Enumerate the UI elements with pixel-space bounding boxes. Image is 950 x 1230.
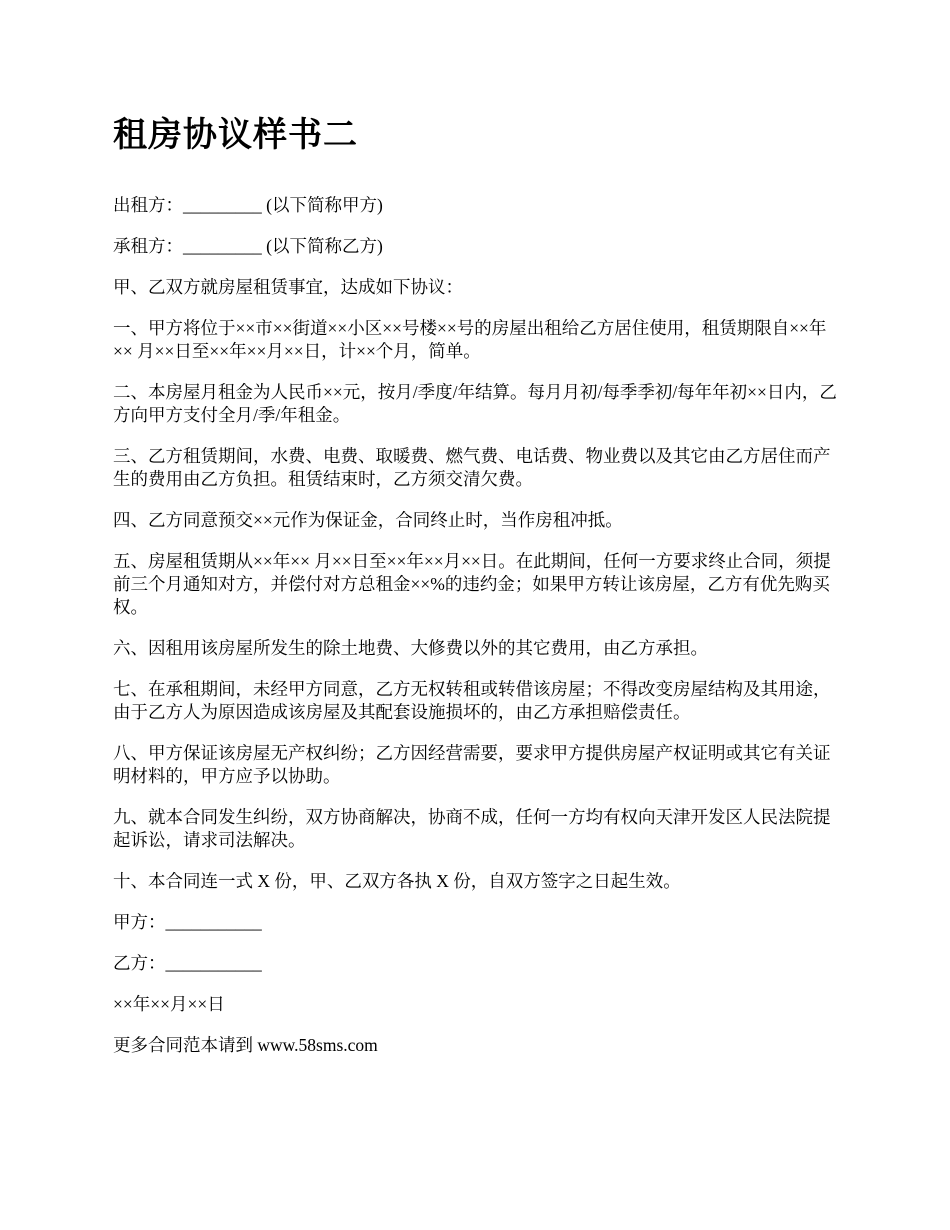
document-page [113,112,841,1075]
clause-7: 七、在承租期间，未经甲方同意，乙方无权转租或转借该房屋；不得改变房屋结构及其用途，由于乙方人为原因造成该房屋及其配套设施损坏的，由乙方承担赔偿责任。 [113,679,831,722]
lessor-line: 出租方：_________ (以下简称甲方) [113,195,383,215]
footer-note: 更多合同范本请到 www.58sms.com [113,1035,378,1055]
lessee-line: 承租方：_________ (以下简称乙方) [113,236,383,256]
clause-2: 二、本房屋月租金为人民币××元，按月/季度/年结算。每月月初/每季季初/每年年初××日内，乙方向甲方支付全月/季/年租金。 [113,382,837,425]
clause-4: 四、乙方同意预交××元作为保证金，合同终止时，当作房租冲抵。 [113,510,623,530]
clause-1: 一、甲方将位于××市××街道××小区××号楼××号的房屋出租给乙方居住使用，租赁期限自××年×× 月××日至××年××月××日，计××个月，简单。 [113,318,827,361]
clause-3: 三、乙方租赁期间，水费、电费、取暖费、燃气费、电话费、物业费以及其它由乙方居住而产生的费用由乙方负担。租赁结束时，乙方须交清欠费。 [113,446,831,489]
clause-8: 八、甲方保证该房屋无产权纠纷；乙方因经营需要，要求甲方提供房屋产权证明或其它有关证明材料的，甲方应予以协助。 [113,743,831,786]
clause-9: 九、就本合同发生纠纷，双方协商解决，协商不成，任何一方均有权向天津开发区人民法院提起诉讼，请求司法解决。 [113,807,831,850]
signing-date: ××年××月××日 [113,994,225,1014]
document-title: 租房协议样书二 [113,117,358,154]
intro-paragraph: 甲、乙双方就房屋租赁事宜，达成如下协议： [113,277,463,297]
clause-5: 五、房屋租赁期从××年×× 月××日至××年××月××日。在此期间，任何一方要求终止合同，须提前三个月通知对方，并偿付对方总租金××%的违约金；如果甲方转让该房屋，乙方有优先购买权。 [113,551,831,617]
signature-party-b: 乙方：___________ [113,953,262,973]
signature-party-a: 甲方：___________ [113,912,262,932]
clause-10: 十、本合同连一式 X 份，甲、乙双方各执 X 份，自双方签字之日起生效。 [113,871,681,891]
clause-6: 六、因租用该房屋所发生的除土地费、大修费以外的其它费用，由乙方承担。 [113,638,708,658]
